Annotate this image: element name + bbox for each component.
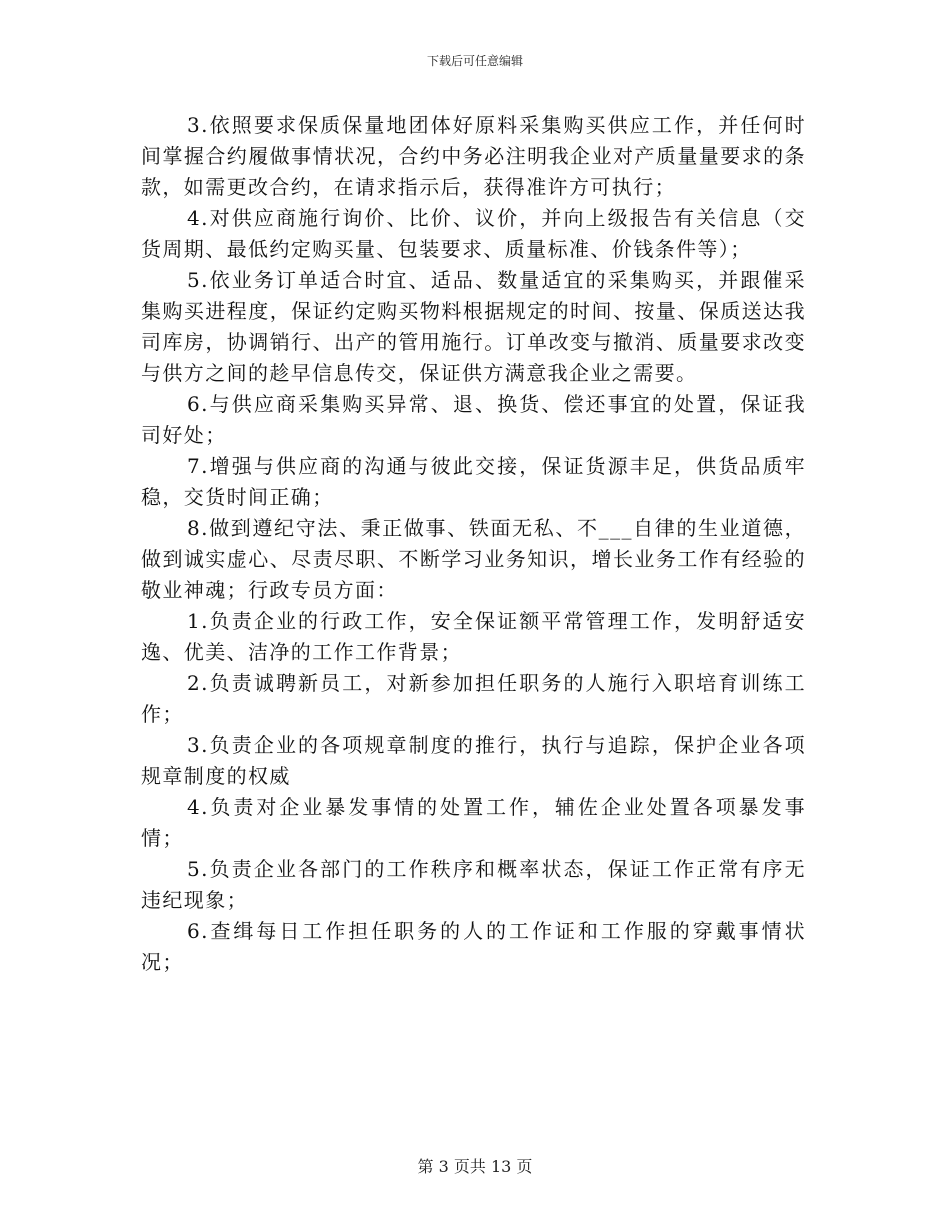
paragraph-purchase-4: 4.对供应商施行询价、比价、议价，并向上级报告有关信息（交货周期、最低约定购买量、包装要求、质量标准、价钱条件等）； bbox=[141, 206, 806, 261]
paragraph-purchase-8: 8.做到遵纪守法、秉正做事、铁面无私、不___自律的生业道德，做到诚实虚心、尽责尽职、不断学习业务知识，增长业务工作有经验的敬业神魂；行政专员方面： bbox=[141, 516, 806, 602]
paragraph-admin-4: 4.负责对企业暴发事情的处置工作，辅佐企业处置各项暴发事情； bbox=[141, 795, 806, 850]
page-header: 下载后可任意编辑 bbox=[426, 54, 523, 68]
paragraph-admin-3: 3.负责企业的各项规章制度的推行，执行与追踪，保护企业各项规章制度的权威 bbox=[141, 733, 806, 788]
paragraph-purchase-7: 7.增强与供应商的沟通与彼此交接，保证货源丰足，供货品质牢稳，交货时间正确； bbox=[141, 454, 806, 509]
paragraph-purchase-3: 3.依照要求保质保量地团体好原料采集购买供应工作，并任何时间掌握合约履做事情状况，合约中务必注明我企业对产质量量要求的条款，如需更改合约，在请求指示后，获得准许方可执行； bbox=[141, 113, 806, 199]
document-body bbox=[141, 110, 806, 978]
paragraph-admin-6: 6.查缉每日工作担任职务的人的工作证和工作服的穿戴事情状况； bbox=[141, 919, 806, 974]
page-footer: 第 3 页共 13 页 bbox=[417, 1157, 533, 1176]
paragraph-admin-1: 1.负责企业的行政工作，安全保证额平常管理工作，发明舒适安逸、优美、洁净的工作工作背景； bbox=[141, 609, 806, 664]
paragraph-purchase-5: 5.依业务订单适合时宜、适品、数量适宜的采集购买，并跟催采集购买进程度，保证约定购买物料根据规定的时间、按量、保质送达我司库房，协调销行、出产的管用施行。订单改变与撤消、质量要求改变与供方之间的趁早信息传交，保证供方满意我企业之需要。 bbox=[141, 268, 806, 385]
paragraph-admin-2: 2.负责诚聘新员工，对新参加担任职务的人施行入职培育训练工作； bbox=[141, 671, 806, 726]
paragraph-purchase-6: 6.与供应商采集购买异常、退、换货、偿还事宜的处置，保证我司好处； bbox=[141, 392, 806, 447]
paragraph-admin-5: 5.负责企业各部门的工作秩序和概率状态，保证工作正常有序无违纪现象； bbox=[141, 857, 806, 912]
